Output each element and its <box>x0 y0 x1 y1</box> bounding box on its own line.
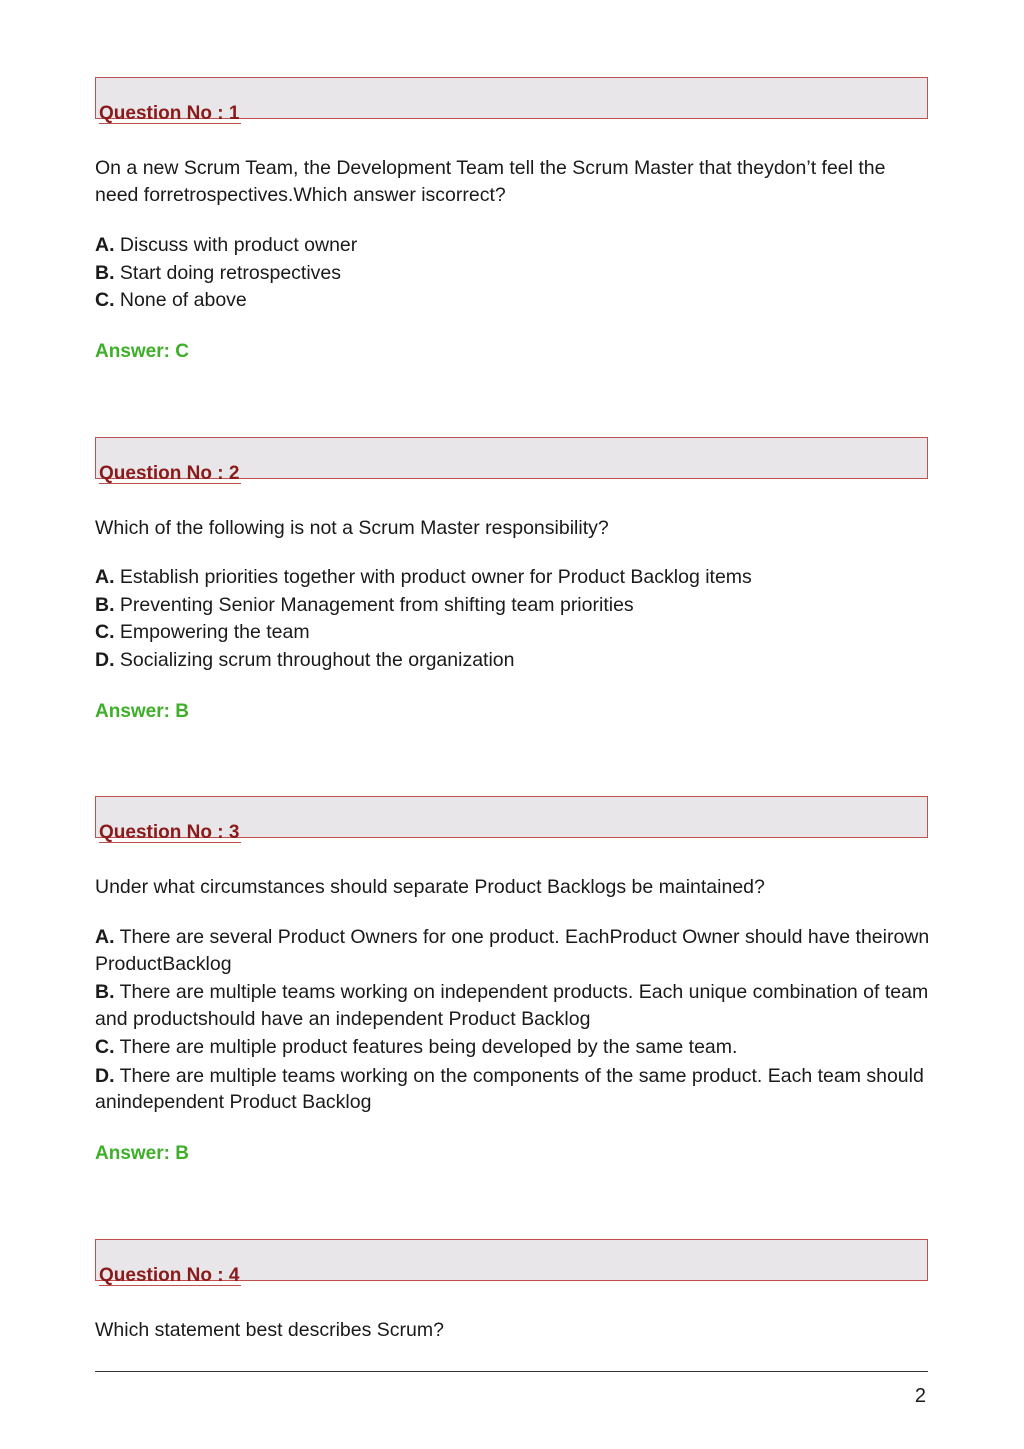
question-text-4: Which statement best describes Scrum? <box>95 1319 444 1341</box>
option-3d: D. There are multiple teams working on the components of the same product. Each team should anindependent Product Backlog <box>95 1064 924 1113</box>
option-3a: A. There are several Product Owners for one product. EachProduct Owner should have theirown ProductBacklog <box>95 926 930 975</box>
question-text-3: Under what circumstances should separate Product Backlogs be maintained? <box>95 876 765 898</box>
options-list-3 <box>95 924 933 1116</box>
option-1a: A. Discuss with product owner <box>95 234 358 256</box>
question-title-3: Question No : 3 <box>99 822 240 843</box>
question-text-2: Which of the following is not a Scrum Master responsibility? <box>95 517 609 539</box>
question-header-3 <box>95 796 928 843</box>
question-text-1: On a new Scrum Team, the Development Team tell the Scrum Master that theydon’t feel the need forretrospectives.Which answer iscorrect? <box>95 157 886 206</box>
option-1b: B. Start doing retrospectives <box>95 261 342 284</box>
answer-1: Answer: C <box>95 341 189 362</box>
option-1c: C. None of above <box>95 289 247 311</box>
option-2a: A. Establish priorities together with product owner for Product Backlog items <box>95 566 752 588</box>
question-header-4 <box>95 1239 928 1286</box>
options-list-1 <box>95 232 935 315</box>
option-2d: D. Socializing scrum throughout the organization <box>95 648 515 671</box>
answer-3: Answer: B <box>95 1143 189 1164</box>
answer-2: Answer: B <box>95 701 189 722</box>
option-2b: B. Preventing Senior Management from shifting team priorities <box>95 593 634 616</box>
page-number: 2 <box>914 1385 926 1407</box>
option-3c: C. There are multiple product features being developed by the same team. <box>95 1036 738 1058</box>
question-header-2 <box>95 437 928 484</box>
options-list-2 <box>95 564 935 674</box>
option-2c: C. Empowering the team <box>95 621 310 643</box>
option-3b: B. There are multiple teams working on independent products. Each unique combination of team and productshould have an independent Product Backlog <box>95 981 929 1030</box>
question-header-1 <box>95 77 928 124</box>
question-title-2: Question No : 2 <box>99 463 240 484</box>
footer-divider <box>95 1371 928 1372</box>
question-title-1: Question No : 1 <box>99 103 240 124</box>
question-title-4: Question No : 4 <box>99 1265 240 1286</box>
